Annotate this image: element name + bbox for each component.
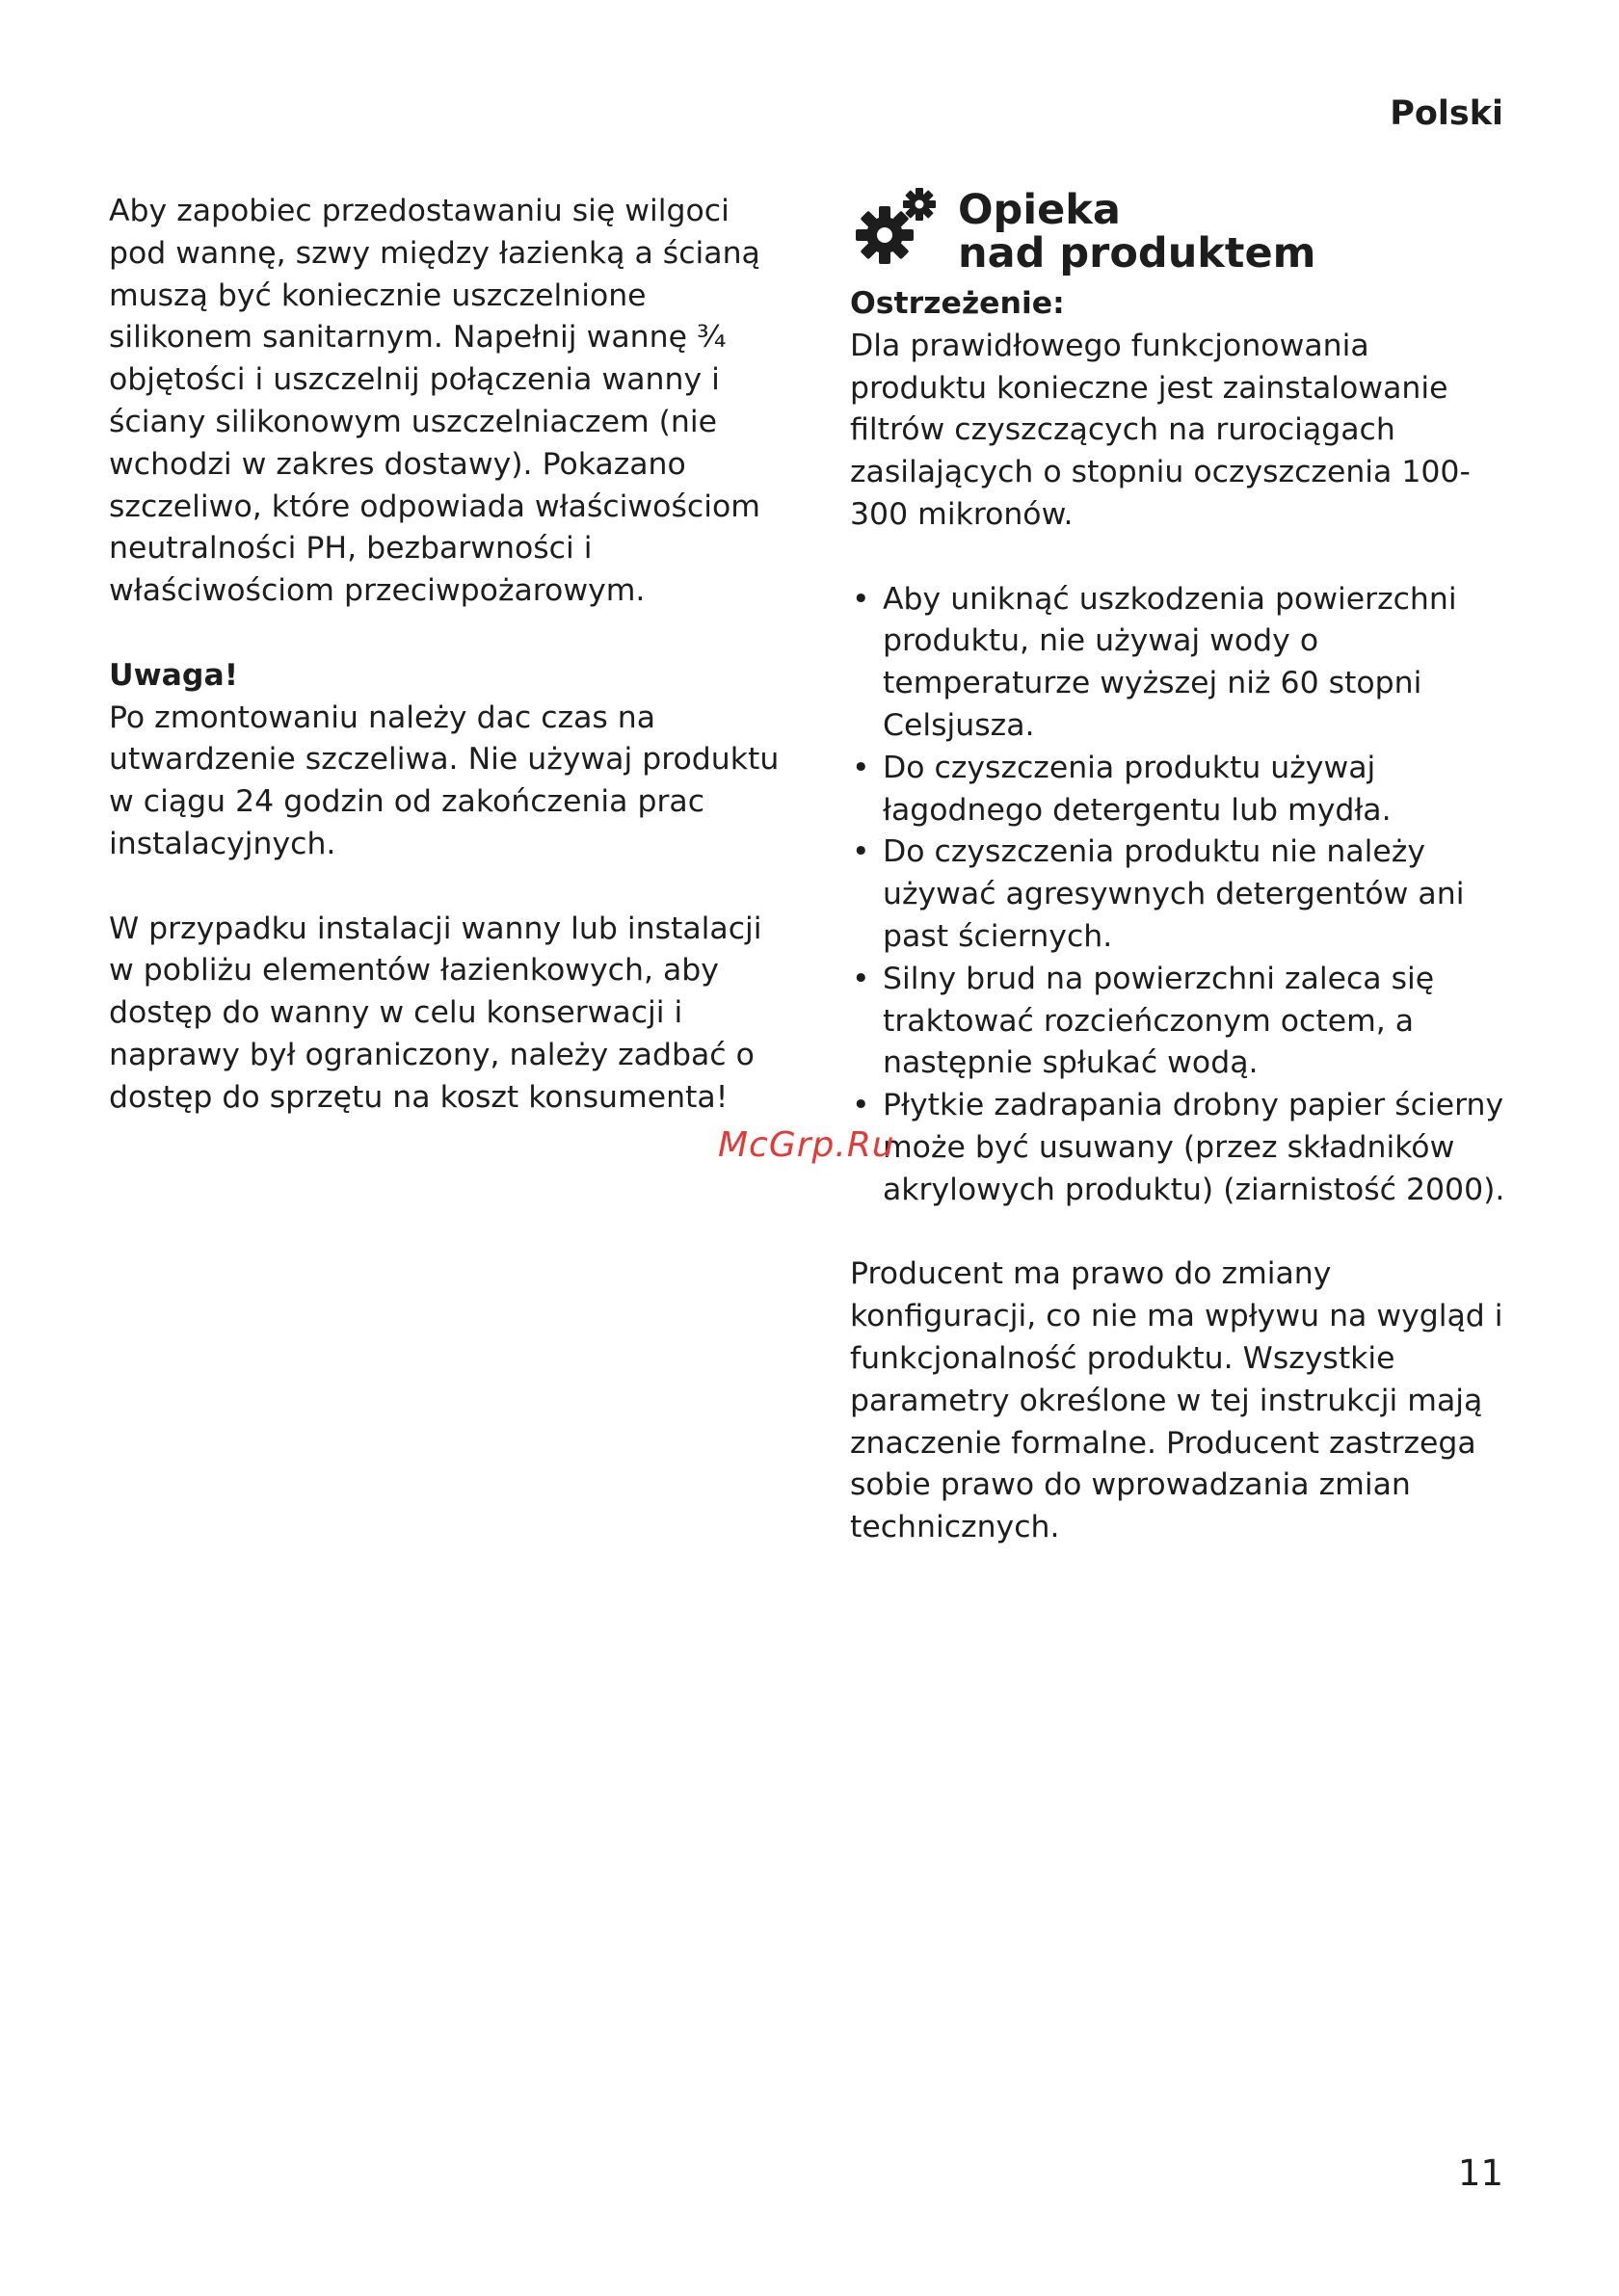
- section-title-line2: nad produktem: [958, 229, 1316, 277]
- section-title-line1: Opieka: [958, 186, 1121, 234]
- list-item: • Silny brud na powierzchni zaleca się traktować rozcieńczonym octem, a następnie spłukać wodą.: [850, 959, 1515, 1085]
- access-instructions: W przypadku instalacji wanny lub instalacji w pobliżu elementów łazienkowych, aby dostęp do wanny w celu konserwacji i naprawy był ograniczony, należy zadbać o dostęp do sprzętu na koszt konsumenta!: [109, 910, 762, 1115]
- warning-title: Uwaga!: [109, 657, 239, 693]
- list-item: • Płytkie zadrapania drobny papier ścierny może być usuwany (przez składników akrylowych produktu) (ziarnistość 2000).: [850, 1085, 1515, 1211]
- language-label: Polski: [1390, 94, 1503, 133]
- left-column: [109, 191, 783, 1120]
- sealing-instructions: Aby zapobiec przedostawaniu się wilgoci pod wannę, szwy między łazienką a ścianą muszą być koniecznie uszczelnione silikonem sanitarnym. Napełnij wannę ¾ objętości i uszczelnij połączenia wanny i ściany silikonowym uszczelniaczem (nie wchodzi w zakres dostawy). Pokazano szczeliwo, które odpowiada właściwościom neutralności PH, bezbarwności i właściwościom przeciwpożarowym.: [109, 194, 760, 609]
- section-heading: [850, 186, 1515, 283]
- gears-icon: [850, 183, 942, 276]
- list-item: • Do czyszczenia produktu nie należy używać agresywnych detergentów ani past ściernych.: [850, 831, 1515, 958]
- care-list: [850, 579, 1515, 1212]
- right-column: [850, 186, 1515, 1549]
- section-title: [958, 186, 1316, 277]
- page-number: 11: [1457, 2152, 1503, 2194]
- list-item: • Do czyszczenia produktu używaj łagodnego detergentu lub mydła.: [850, 748, 1515, 832]
- manufacturer-notice: Producent ma prawo do zmiany konfiguracji, co nie ma wpływu na wygląd i funkcjonalność produktu. Wszystkie parametry określone w tej instrukcji mają znaczenie formalne. Producent zastrzega sobie prawo do wprowadzania zmian technicznych.: [850, 1256, 1503, 1545]
- caution-title: Ostrzeżenie:: [850, 286, 1065, 321]
- warning-section: [109, 655, 783, 866]
- caution-text: Dla prawidłowego funkcjonowania produktu konieczne jest zainstalowanie filtrów czyszczących na rurociągach zasilających o stopniu oczyszczenia 100-300 mikronów.: [850, 328, 1471, 532]
- warning-text: Po zmontowaniu należy dac czas na utwardzenie szczeliwa. Nie używaj produktu w ciągu 24 godzin od zakończenia prac instalacyjnych.: [109, 699, 780, 861]
- watermark: McGrp.Ru: [718, 1125, 895, 1165]
- caution-section: [850, 283, 1515, 537]
- list-item: • Aby uniknąć uszkodzenia powierzchni produktu, nie używaj wody o temperaturze wyższej niż 60 stopni Celsjusza.: [850, 579, 1515, 748]
